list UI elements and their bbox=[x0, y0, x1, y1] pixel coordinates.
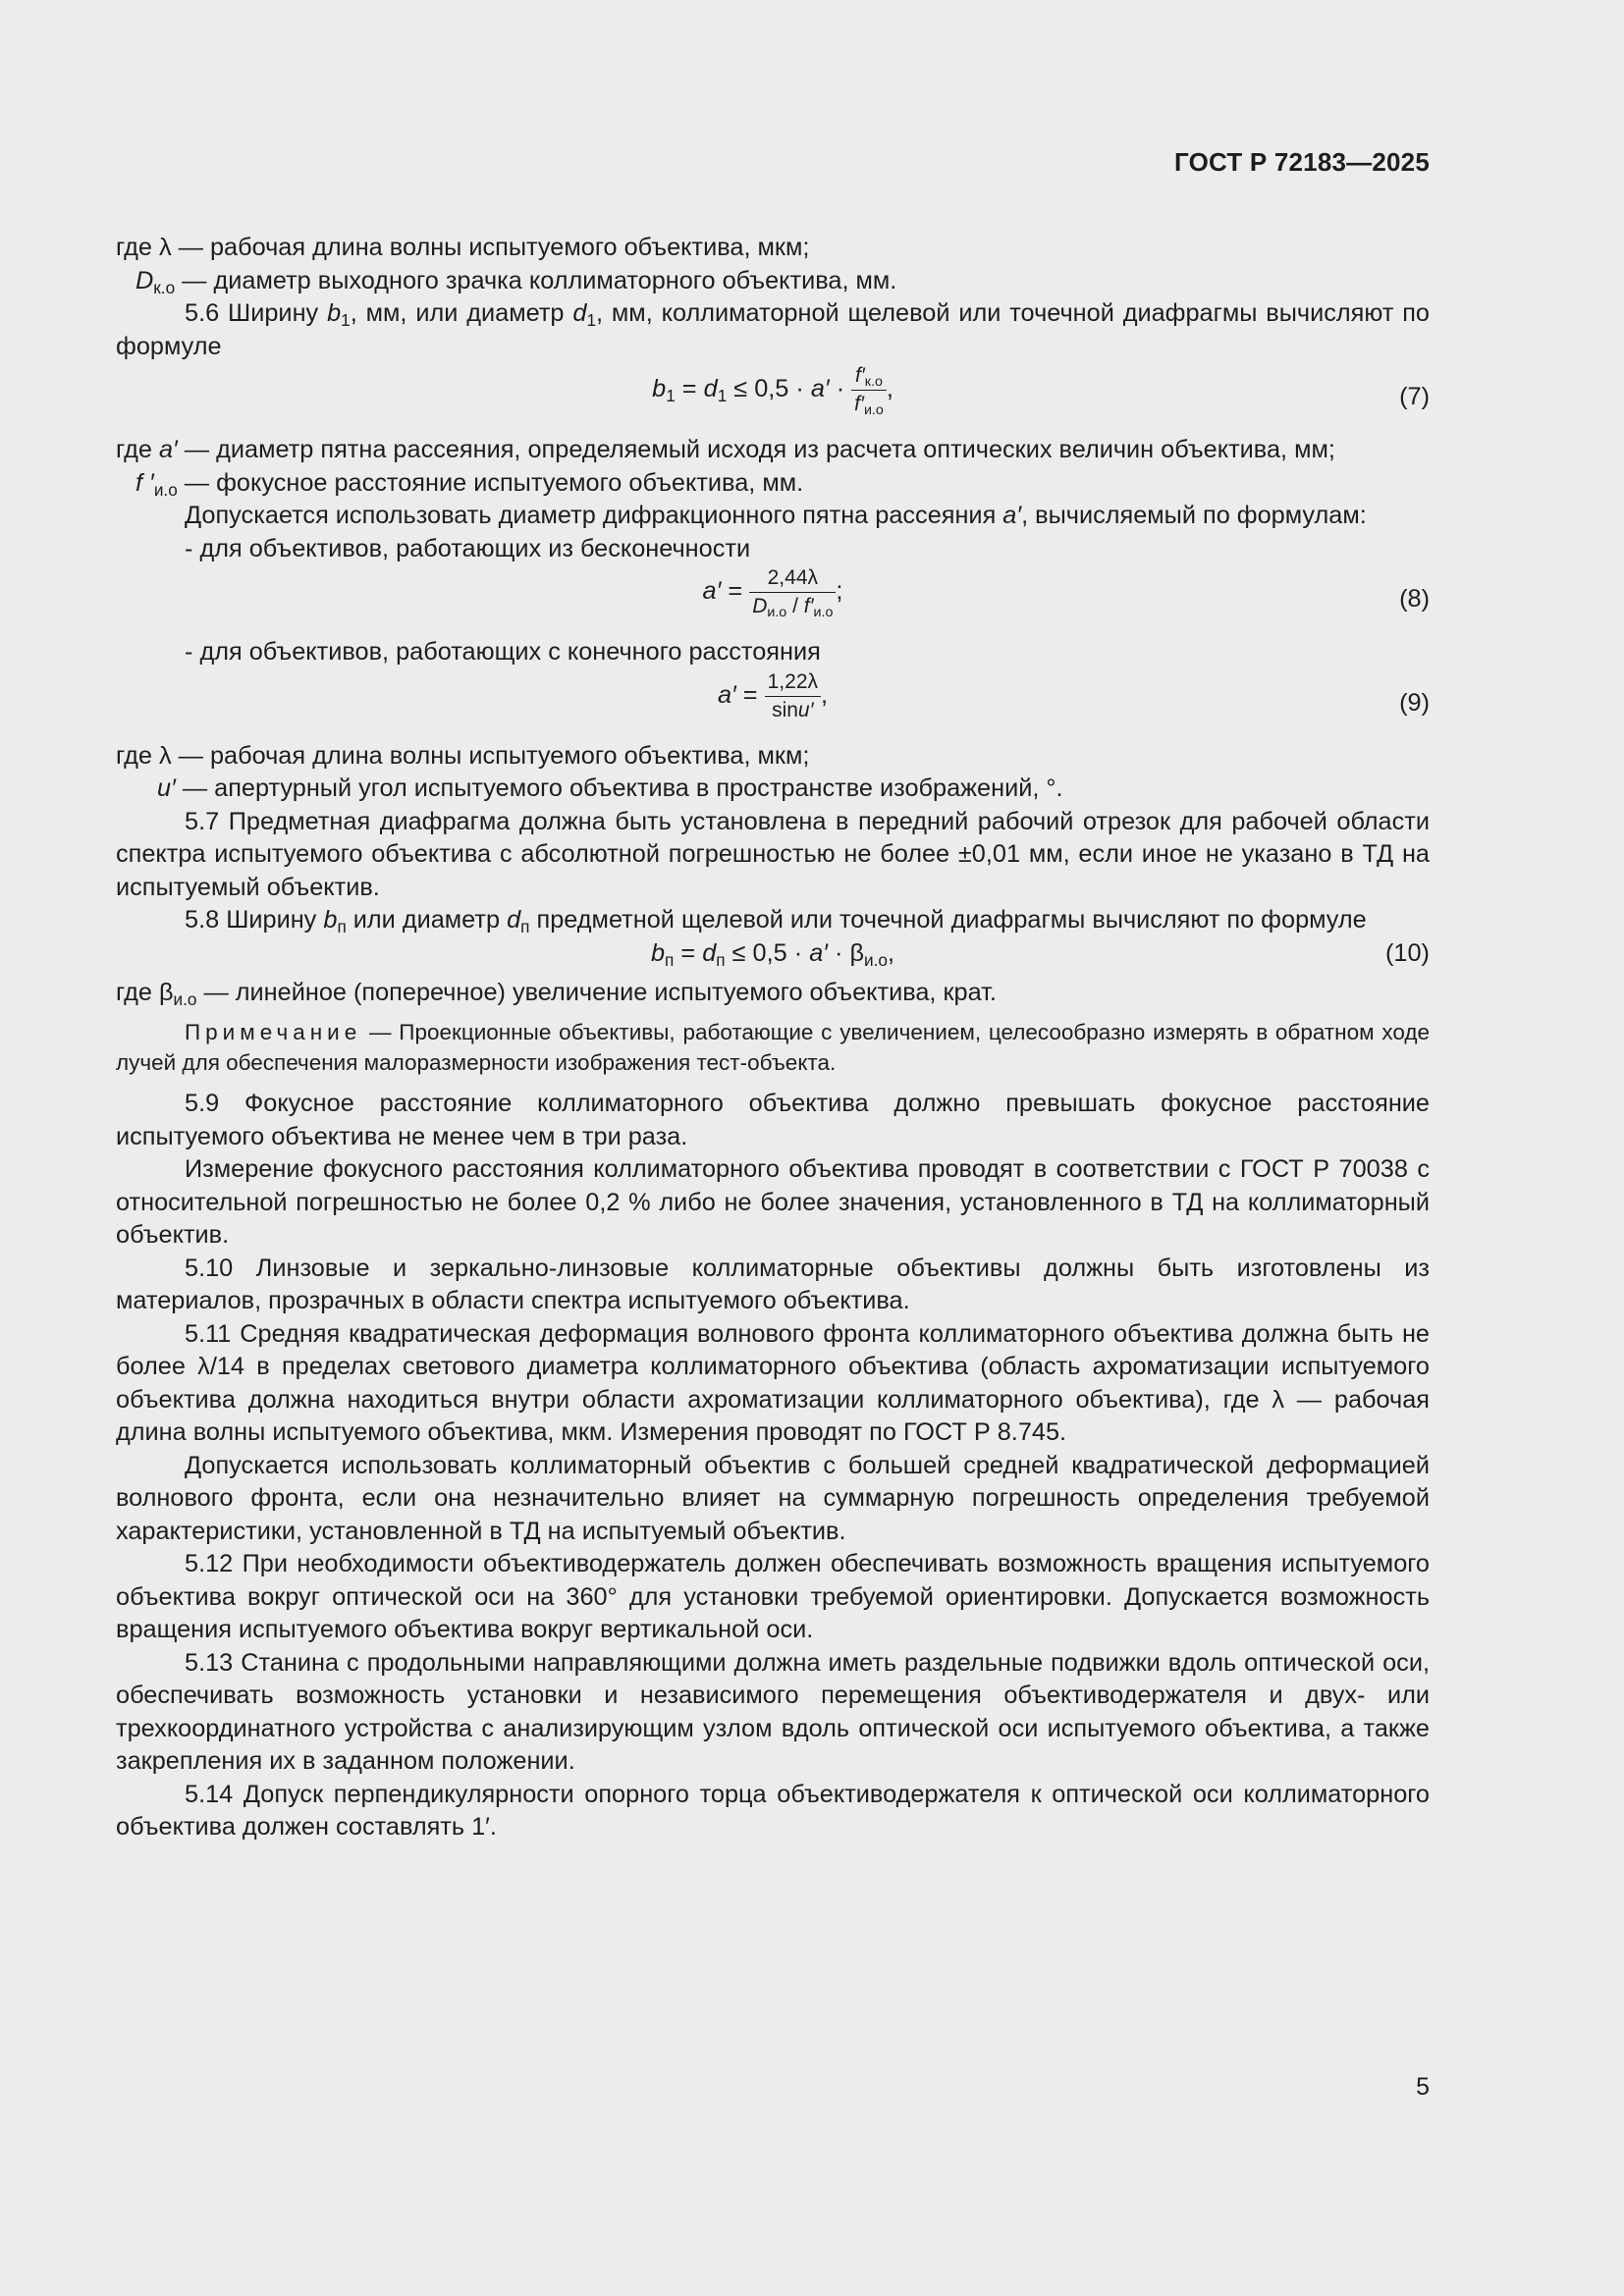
where2-f-text: — фокусное расстояние испытуемого объектива, мм. bbox=[177, 468, 804, 497]
formula-9-body bbox=[116, 669, 1430, 723]
f7-dot: · bbox=[829, 375, 852, 403]
where2-intro: где bbox=[116, 436, 159, 463]
paragraph-5-14: 5.14 Допуск перпендикулярности опорного торца объективодержателя к оптической оси коллиматорного объектива должен составлять 1′. bbox=[116, 1780, 1430, 1841]
formula-7-body bbox=[116, 363, 1430, 417]
f8-den-d: D bbox=[752, 595, 768, 617]
f10-b-sub: п bbox=[665, 949, 675, 970]
paragraph-5-9-measurement: Измерение фокусного расстояния коллиматорного объектива проводят в соответствии с ГОСТ Р 70038 с относительной погрешностью не более 0,2 % либо не более значения, установленного в ТД на коллиматорный объектив. bbox=[116, 1155, 1430, 1249]
p58-t2: или диаметр bbox=[346, 906, 508, 934]
where-d-ko bbox=[116, 265, 1430, 298]
f7-d: d bbox=[703, 375, 718, 403]
f8-numerator: 2,44λ bbox=[749, 565, 836, 593]
p56-d: d bbox=[572, 299, 587, 327]
formula-8 bbox=[116, 565, 1430, 636]
where2-a: a′ bbox=[158, 436, 178, 463]
bullet-finite: - для объективов, работающих с конечного расстояния bbox=[185, 638, 821, 666]
p58-d-sub: п bbox=[520, 916, 530, 936]
f9-numerator: 1,22λ bbox=[765, 669, 821, 697]
f9-tail: , bbox=[821, 680, 829, 709]
page-number: 5 bbox=[1416, 2073, 1430, 2101]
paragraph-5-11: 5.11 Средняя квадратическая деформация волнового фронта коллиматорного объектива должна быть не более λ/14 в пределах светового диаметра коллиматорного объектива (область ахроматизации испытуемого объектива должна находиться внутри области ахроматизации коллиматорного объектива), где λ — рабочая длина волны испытуемого объектива, мкм. Измерения проводят по ГОСТ Р 8.745. bbox=[116, 1319, 1430, 1446]
formula-10-body bbox=[116, 937, 1430, 971]
formula-8-number: (8) bbox=[1399, 585, 1430, 613]
p56-t1: 5.6 Ширину bbox=[185, 299, 328, 327]
f7-tail: , bbox=[886, 375, 893, 403]
p56-t2: , мм, или диаметр bbox=[350, 299, 573, 327]
where4-beta-sub: и.о bbox=[173, 988, 197, 1009]
where-d-text: — диаметр выходного зрачка коллиматорного объектива, мм. bbox=[175, 266, 897, 294]
f8-fraction bbox=[749, 565, 836, 619]
p58-t1: 5.8 Ширину bbox=[185, 906, 324, 934]
document-header-id: ГОСТ Р 72183—2025 bbox=[1174, 147, 1430, 177]
symbol-d-sub: к.о bbox=[153, 277, 176, 297]
p-allow-t1: Допускается использовать диаметр дифракционного пятна рассеяния bbox=[185, 502, 1003, 529]
f8-den-slash: / bbox=[786, 595, 804, 617]
paragraph-allow-diffraction bbox=[116, 500, 1430, 533]
f10-beta-sub: и.о bbox=[864, 949, 888, 970]
f8-denominator bbox=[749, 593, 836, 619]
f7-b: b bbox=[652, 375, 667, 403]
p58-t3: предметной щелевой или точечной диафрагмы вычисляют по формуле bbox=[529, 906, 1367, 934]
note-label: Примечание bbox=[185, 1020, 362, 1044]
bullet-infinity: - для объективов, работающих из бесконечности bbox=[185, 534, 751, 562]
formula-9-number: (9) bbox=[1399, 688, 1430, 717]
paragraph-5-7: 5.7 Предметная диафрагма должна быть установлена в передний рабочий отрезок для рабочей области спектра испытуемого объектива с абсолютной погрешностью не более ±0,01 мм, если иное не указано в ТД на испытуемый объектив. bbox=[116, 807, 1430, 901]
f7-den-sub: и.о bbox=[863, 401, 884, 418]
where4-beta bbox=[116, 977, 1430, 1010]
f7-a: a′ bbox=[810, 375, 830, 403]
where3-lambda: где λ — рабочая длина волны испытуемого объектива, мкм; bbox=[116, 741, 810, 770]
f8-den-f-sub: и.о bbox=[813, 604, 834, 620]
where-a bbox=[116, 434, 1430, 467]
p56-b: b bbox=[327, 299, 342, 327]
f9-den-u: u′ bbox=[797, 698, 814, 721]
paragraph-5-13: 5.13 Станина с продольными направляющими должна иметь раздельные подвижки вдоль оптической оси, обеспечивать возможность установки и независимого перемещения объективодержателя и двух- или трехкоординатного устройства с анализирующим узлом вдоль оптической оси испытуемого объектива, а также закрепления их в заданном положении. bbox=[116, 1648, 1430, 1775]
p56-t3: , мм, коллиматорной щелевой или точечной диафрагмы вычисляют по формуле bbox=[116, 299, 1431, 360]
f8-den-f: f′ bbox=[803, 595, 814, 617]
f9-fraction bbox=[765, 669, 821, 723]
f8-tail: ; bbox=[836, 577, 843, 606]
note-text: — Проекционные объективы, работающие с увеличением, целесообразно измерять в обратном ходе лучей для обеспечения малоразмерности изображения тест-объекта. bbox=[116, 1020, 1430, 1075]
f7-num-sub: к.о bbox=[864, 373, 883, 390]
f7-b-sub: 1 bbox=[666, 386, 676, 405]
where2-a-text: — диаметр пятна рассеяния, определяемый исходя из расчета оптических величин объектива, мм; bbox=[177, 436, 1335, 463]
f10-d: d bbox=[702, 938, 717, 967]
paragraph-5-12: 5.12 При необходимости объективодержатель должен обеспечивать возможность вращения испытуемого объектива вокруг оптической оси на 360° для установки требуемой ориентировки. Допускается возможность вращения испытуемого объектива вокруг вертикальной оси. bbox=[116, 1550, 1430, 1643]
f9-denominator bbox=[765, 697, 821, 723]
f7-den: f′ bbox=[854, 393, 864, 415]
where2-f: f ′ bbox=[135, 468, 154, 497]
formula-10-number: (10) bbox=[1385, 938, 1430, 967]
formula-7 bbox=[116, 363, 1430, 434]
p56-b-sub: 1 bbox=[341, 309, 351, 330]
where3-u bbox=[116, 773, 1430, 806]
f7-numerator bbox=[851, 363, 887, 391]
p58-d: d bbox=[507, 906, 521, 934]
where4-beta-sym: где β bbox=[116, 978, 174, 1006]
note bbox=[116, 1017, 1430, 1078]
f10-d-sub: п bbox=[716, 949, 726, 970]
f7-d-sub: 1 bbox=[717, 386, 728, 405]
f10-a: a′ bbox=[809, 938, 828, 967]
p-allow-t2: , вычисляемый по формулам: bbox=[1021, 502, 1367, 529]
f7-num: f′ bbox=[855, 364, 865, 387]
f10-rel: ≤ 0,5 · bbox=[725, 938, 810, 967]
p56-d-sub: 1 bbox=[586, 309, 596, 330]
f10-dot: · β bbox=[828, 938, 865, 967]
f8-eq: = bbox=[721, 577, 750, 606]
f8-lhs: a′ bbox=[702, 577, 722, 606]
formula-9 bbox=[116, 669, 1430, 740]
p58-b-sub: п bbox=[337, 916, 347, 936]
f10-b: b bbox=[650, 938, 666, 967]
f7-fraction bbox=[851, 363, 887, 417]
paragraph-5-10: 5.10 Линзовые и зеркально-линзовые коллиматорные объективы должны быть изготовлены из материалов, прозрачных в области спектра испытуемого объектива. bbox=[116, 1254, 1430, 1314]
f8-den-d-sub: и.о bbox=[767, 604, 787, 620]
f7-denominator bbox=[851, 391, 887, 417]
paragraph-5-11-allow: Допускается использовать коллиматорный объектив с большей средней квадратической деформацией волнового фронта, если она незначительно влияет на суммарную погрешность определения требуемой характеристики, установленной в ТД на испытуемый объектив. bbox=[116, 1451, 1430, 1545]
where2-f-sub: и.о bbox=[153, 479, 178, 500]
where-f-io bbox=[116, 467, 1430, 501]
formula-10 bbox=[116, 937, 1430, 977]
f10-tail: , bbox=[887, 938, 895, 967]
where3-u-text: — апертурный угол испытуемого объектива в пространстве изображений, °. bbox=[175, 774, 1063, 802]
where3-u-sym: u′ bbox=[157, 774, 176, 802]
formula-7-number: (7) bbox=[1399, 383, 1430, 410]
document-body bbox=[116, 232, 1430, 1844]
where-lambda: где λ — рабочая длина волны испытуемого объектива, мкм; bbox=[116, 234, 810, 261]
f7-rel: ≤ 0,5 · bbox=[727, 375, 811, 403]
f9-eq: = bbox=[735, 680, 765, 709]
f10-eq: = bbox=[674, 938, 703, 967]
formula-8-body bbox=[116, 565, 1430, 619]
where4-text: — линейное (поперечное) увеличение испытуемого объектива, крат. bbox=[196, 978, 997, 1006]
p-allow-a: a′ bbox=[1002, 502, 1022, 529]
symbol-d: D bbox=[135, 266, 154, 294]
f9-den-sin: sin bbox=[772, 698, 798, 721]
paragraph-5-9: 5.9 Фокусное расстояние коллиматорного объектива должно превышать фокусное расстояние испытуемого объектива не менее чем в три раза. bbox=[116, 1090, 1430, 1150]
paragraph-5-6 bbox=[116, 297, 1430, 363]
p58-b: b bbox=[323, 906, 338, 934]
f7-eq: = bbox=[675, 375, 704, 403]
f9-lhs: a′ bbox=[717, 680, 736, 709]
paragraph-5-8 bbox=[116, 904, 1430, 937]
